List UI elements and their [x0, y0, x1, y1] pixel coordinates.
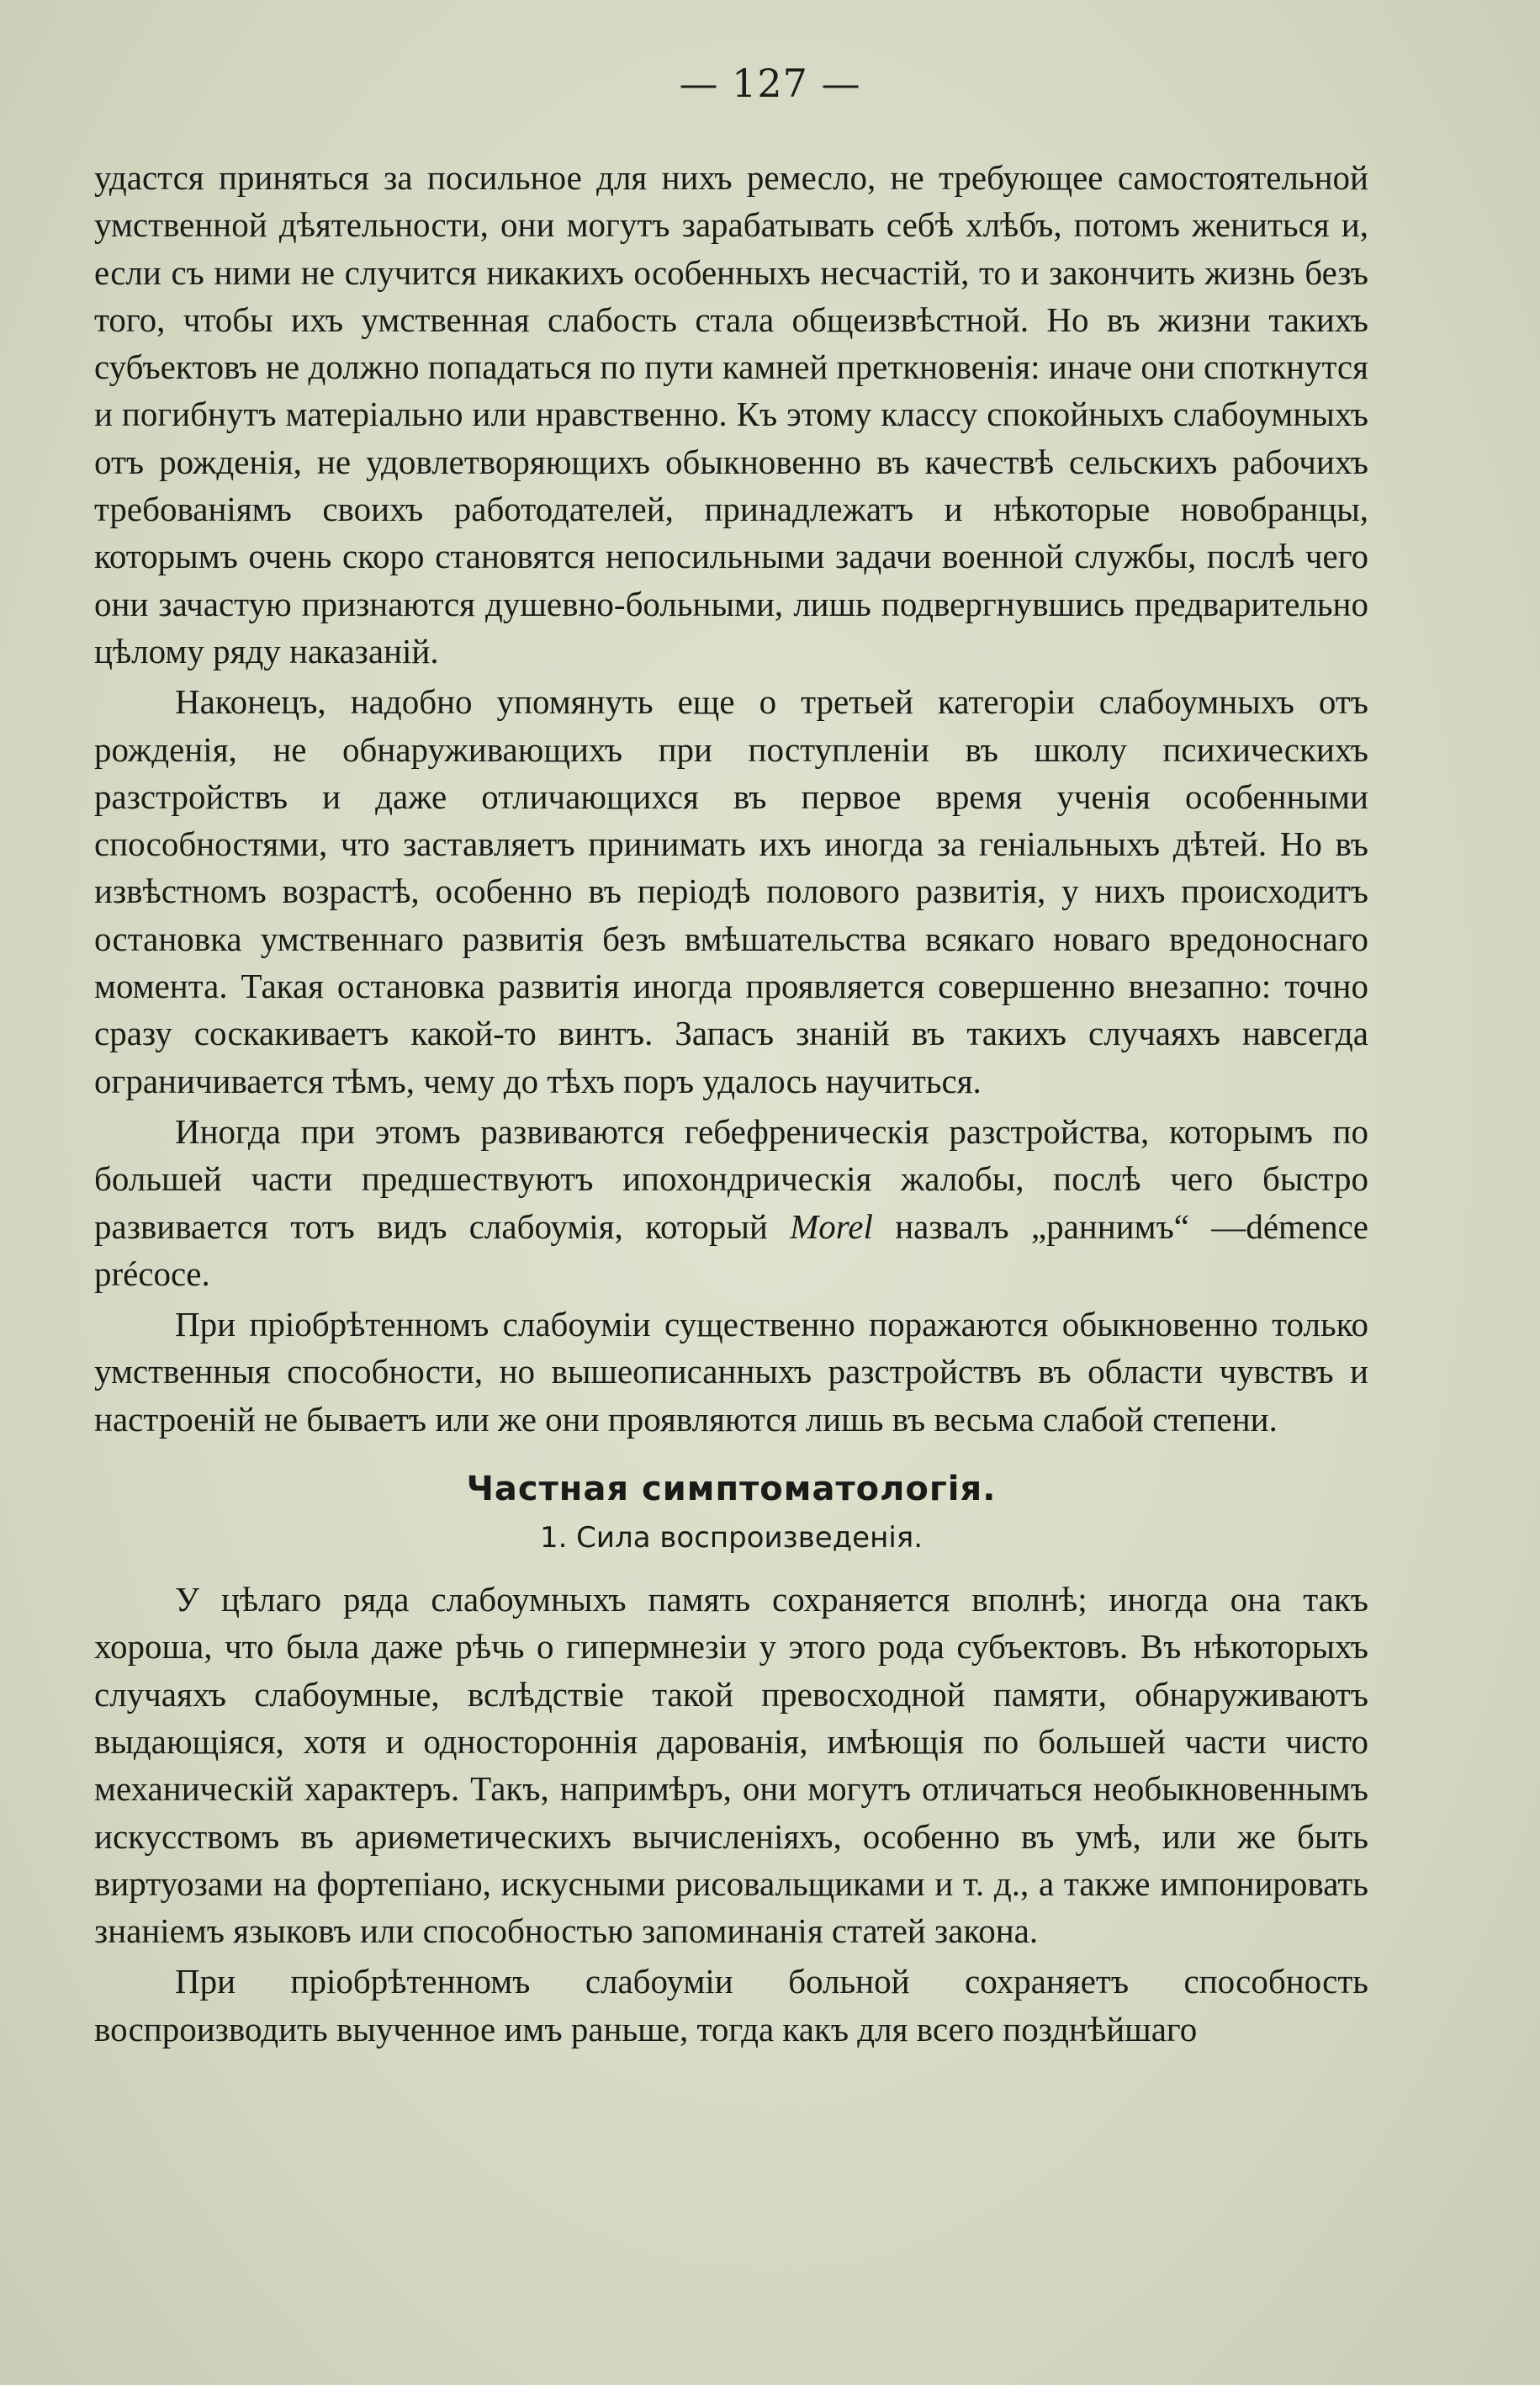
section-subheading: 1. Сила воспроизведенія. [539, 1521, 923, 1556]
paragraph: У цѣлаго ряда слабоумныхъ память сохраняется вполнѣ; иногда она такъ хороша, что была даже рѣчь о гипермнезіи у этого рода субъектовъ. Въ нѣкоторыхъ случаяхъ слабоумные, вслѣдствіе такой превосходной памяти, обнаруживаютъ выдающіяся, хотя и одностороннія дарованія, имѣющія по большей части чисто механическій характеръ. Такъ, напримѣръ, они могутъ отличаться необыкновеннымъ искусствомъ въ ариѳметическихъ вычисленіяхъ, особенно въ умѣ, или же быть виртуозами на фортепіано, искусными рисовальщиками и т. д., а также импонировать знаніемъ языковъ или способностью запоминанія статей закона. [94, 1580, 1368, 1951]
paragraph-text: назвалъ „раннимъ“ —démence précoce. [94, 1206, 1368, 1293]
author-name: Morel [790, 1206, 873, 1246]
paragraph: удастся приняться за посильное для нихъ ремесло, не требующее самостоятельной умственной дѣятельности, они могутъ зарабатывать себѣ хлѣбъ, потомъ жениться и, если съ ними не случится никакихъ особенныхъ несчастій, то и закончить жизнь безъ того, чтобы ихъ умственная слабость стала общеизвѣстной. Но въ жизни такихъ субъектовъ не должно попадаться по пути камней преткновенія: иначе они споткнутся и погибнутъ матеріально или нравственно. Къ этому классу спокойныхъ слабоумныхъ отъ рожденія, не удовлетворяющихъ обыкновенно въ качествѣ сельскихъ рабочихъ требованіямъ своихъ работодателей, принадлежатъ и нѣкоторые новобранцы, которымъ очень скоро становятся непосильными задачи военной службы, послѣ чего они зачастую признаются душевно-больными, лишь подвергнувшись предварительно цѣлому ряду наказаній. [94, 158, 1368, 670]
page-text [94, 154, 1368, 2053]
paragraph: При пріобрѣтенномъ слабоуміи существенно поражаются обыкновенно только умственныя способности, но вышеописанныхъ разстройствъ въ области чувствъ и настроеній не бываетъ или же они проявляются лишь въ весьма слабой степени. [94, 1305, 1368, 1439]
paragraph [94, 1108, 1368, 1297]
paragraph: Наконецъ, надобно упомянуть еще о третьей категоріи слабоумныхъ отъ рожденія, не обнаруживающихъ при поступленіи въ школу психическихъ разстройствъ и даже отличающихся въ первое время ученія особенными способностями, что заставляетъ принимать ихъ иногда за геніальныхъ дѣтей. Но въ извѣстномъ возрастѣ, особенно въ періодѣ полового развитія, у нихъ происходитъ остановка умственнаго развитія безъ вмѣшательства всякаго новаго вредоноснаго момента. Такая остановка развитія иногда проявляется совершенно внезапно: точно сразу соскакиваетъ какой-то винтъ. Запасъ знаній въ такихъ случаяхъ навсегда ограничивается тѣмъ, чему до тѣхъ поръ удалось научиться. [94, 682, 1368, 1100]
section-heading: Частная симптоматологія. [466, 1470, 997, 1509]
page-number: — 127 — [679, 61, 861, 106]
paragraph: При пріобрѣтенномъ слабоуміи больной сохраняетъ способность воспроизводить выученное имъ раньше, тогда какъ для всего позднѣйшаго [94, 1962, 1368, 2048]
paragraph-text: Иногда при этомъ развиваются гебефреническія разстройства, которымъ по большей части предшествуютъ ипохондрическія жалобы, послѣ чего быстро развивается тотъ видъ слабоумія, который [94, 1111, 1368, 1246]
